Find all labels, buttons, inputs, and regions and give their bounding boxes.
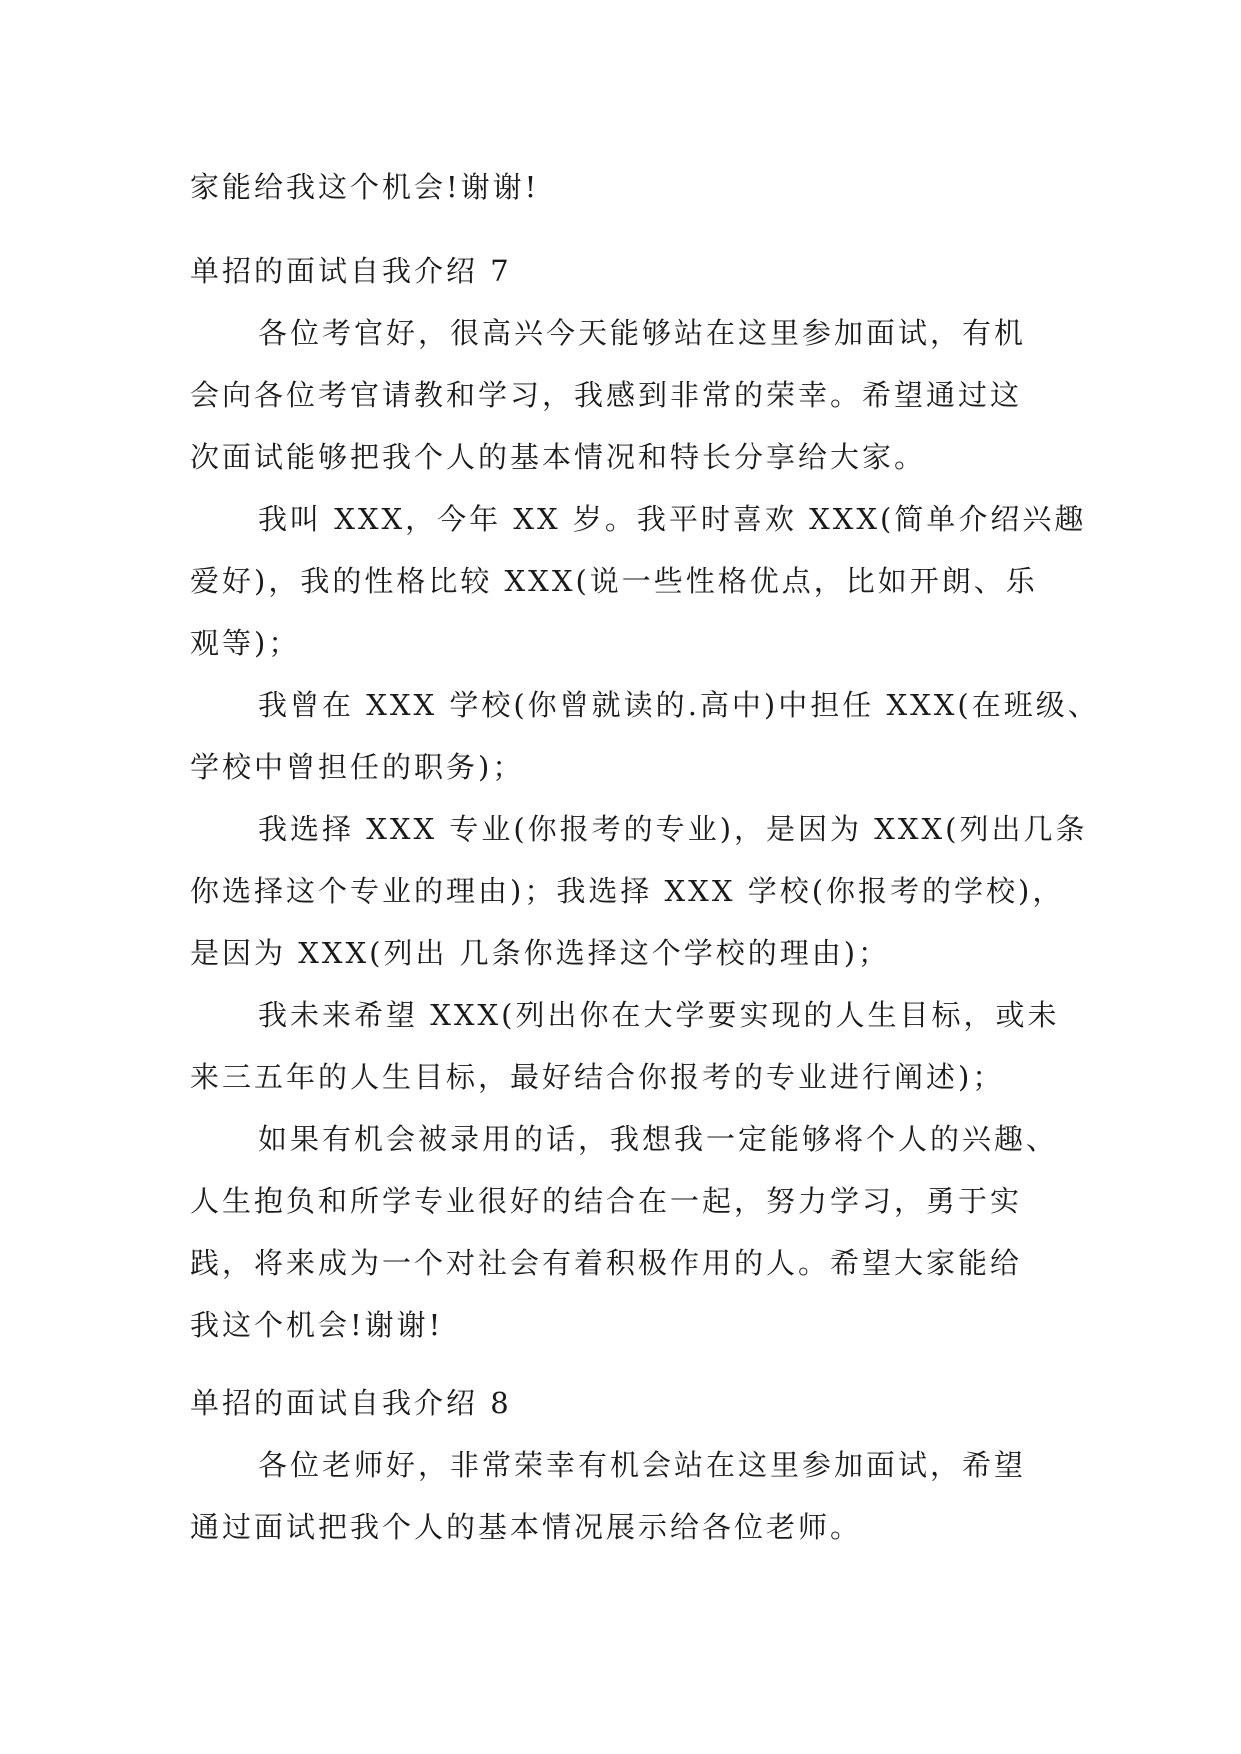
text-line: 各位老师好，非常荣幸有机会站在这里参加面试，希望 bbox=[258, 1448, 1027, 1482]
text-line: 爱好)，我的性格比较 XXX(说一些性格优点，比如开朗、乐 bbox=[190, 564, 1038, 598]
section-heading: 单招的面试自我介绍 7 bbox=[190, 254, 512, 288]
text-line: 来三五年的人生目标，最好结合你报考的专业进行阐述)； bbox=[190, 1060, 1005, 1094]
text-line: 各位考官好，很高兴今天能够站在这里参加面试，有机 bbox=[258, 316, 1027, 350]
intro-tail bbox=[190, 156, 1070, 218]
text-line: 通过面试把我个人的基本情况展示给各位老师。 bbox=[190, 1510, 863, 1544]
text-line: 我未来希望 XXX(列出你在大学要实现的人生目标，或未 bbox=[258, 998, 1060, 1032]
text-line: 是因为 XXX(列出 几条你选择这个学校的理由)； bbox=[190, 936, 891, 970]
section-8 bbox=[190, 1372, 1070, 1558]
text-line: 我叫 XXX，今年 XX 岁。我平时喜欢 XXX(简单介绍兴趣 bbox=[258, 502, 1087, 536]
text-line: 如果有机会被录用的话，我想我一定能够将个人的兴趣、 bbox=[258, 1122, 1059, 1156]
text-line: 会向各位考官请教和学习，我感到非常的荣幸。希望通过这 bbox=[190, 378, 1023, 412]
text-line: 你选择这个专业的理由)；我选择 XXX 学校(你报考的学校)， bbox=[190, 874, 1065, 908]
text-line: 次面试能够把我个人的基本情况和特长分享给大家。 bbox=[190, 440, 927, 474]
text-line: 人生抱负和所学专业很好的结合在一起，努力学习，勇于实 bbox=[190, 1184, 1023, 1218]
text-line: 我这个机会!谢谢! bbox=[190, 1308, 444, 1342]
text-line: 观等)； bbox=[190, 626, 301, 660]
text-line: 学校中曾担任的职务)； bbox=[190, 750, 525, 784]
text-line: 我曾在 XXX 学校(你曾就读的.高中)中担任 XXX(在班级、 bbox=[258, 688, 1100, 722]
section-7 bbox=[190, 240, 1100, 1356]
text-line: 我选择 XXX 专业(你报考的专业)，是因为 XXX(列出几条 bbox=[258, 812, 1088, 846]
text-line: 践，将来成为一个对社会有着积极作用的人。希望大家能给 bbox=[190, 1246, 1023, 1280]
text-line: 家能给我这个机会!谢谢! bbox=[190, 170, 540, 204]
section-heading: 单招的面试自我介绍 8 bbox=[190, 1386, 512, 1420]
